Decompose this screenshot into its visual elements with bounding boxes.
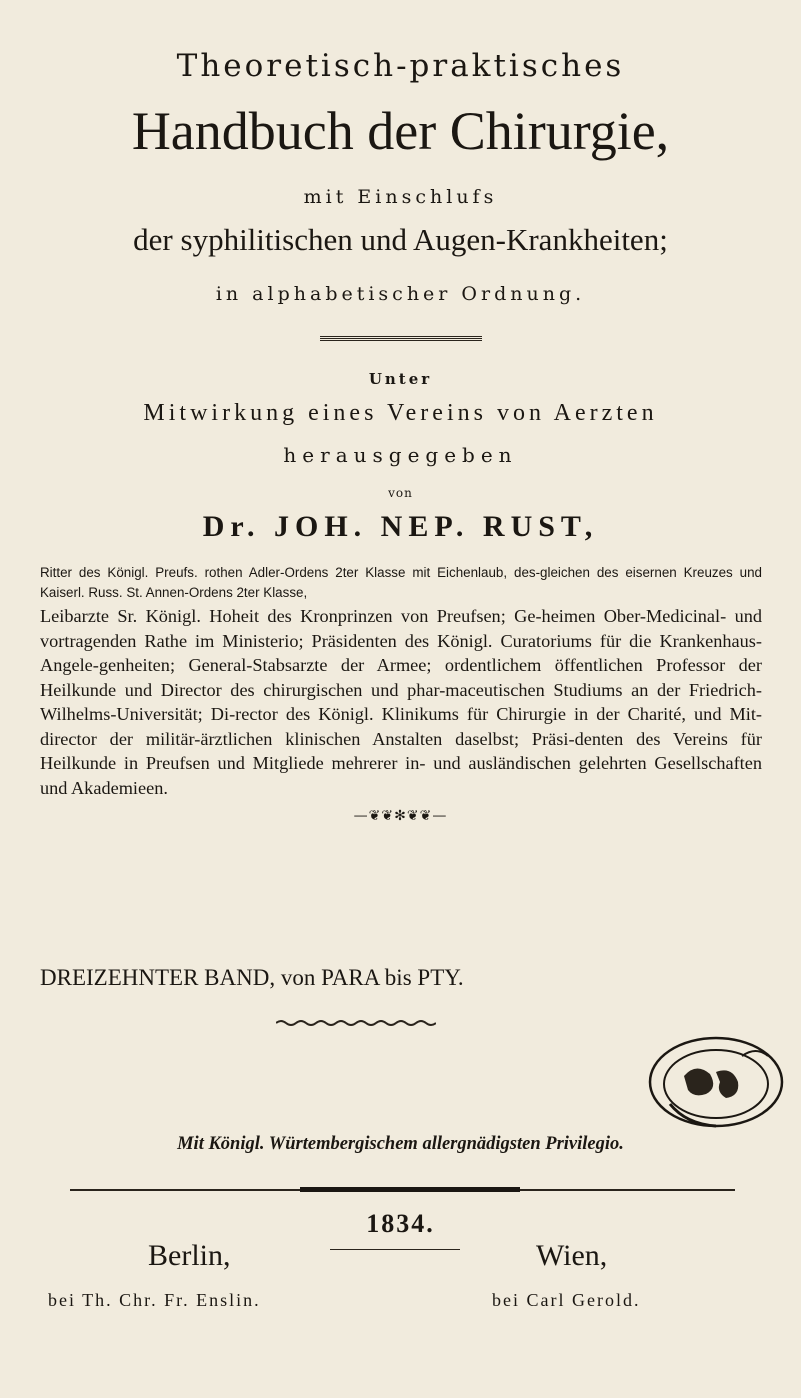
main-title: Handbuch der Chirurgie, (131, 101, 670, 161)
subtitle-ordnung: in alphabetischer Ordnung. (215, 283, 586, 305)
volume-line: DREIZEHNTER BAND, von PARA bis PTY. (40, 965, 464, 990)
title-line-1: Theoretisch-praktisches (176, 48, 625, 84)
herausgegeben-line: herausgegeben (283, 443, 518, 467)
publisher-right: bei Carl Gerold. (492, 1290, 641, 1310)
privilege-line: Mit Königl. Würtembergischem allergnädigsten Privilegio. (177, 1134, 624, 1154)
seal-emblem-icon (646, 1032, 786, 1132)
author-name: Dr. JOH. NEP. RUST, (202, 510, 599, 543)
bottom-rule-thick (300, 1187, 520, 1192)
city-right: Wien, (536, 1239, 608, 1272)
von-label: von (388, 486, 413, 500)
decorative-rule (320, 336, 482, 341)
unter-label: Unter (368, 370, 433, 388)
publication-year: 1834. (366, 1209, 435, 1238)
ornament-divider: —❦❦✻❦❦— (353, 808, 448, 824)
author-titles: Leibarzte Sr. Königl. Hoheit des Kronprinzen von Preufsen; Ge-heimen Ober-Medicinal- und vortragenden Rathe im Ministerio; Präsidenten des Königl. Curatoriums für die Krankenhaus-Angele-genheiten; General-Stabsarzte der Armee; ordentlichem öffentlichen Professor der Heilkunde und Director des chirurgischen und phar-maceutischen Studiums an der Friedrich-Wilhelms-Universität; Di-rector des Königl. Klinikums für Chirurgie in der Charité, und Mit-director der militär-ärztlichen klinischen Anstalten daselbst; Präsi-denten des Vereins für Heilkunde in Preufsen und Mitgliede mehrerer in- und ausländischen gelehrten Gesellschaften und Akademieen. (40, 606, 762, 798)
mitwirkung-line: Mitwirkung eines Vereins von Aerzten (143, 400, 658, 426)
wavy-rule (276, 1019, 436, 1027)
city-left: Berlin, (148, 1239, 231, 1272)
author-orders: Ritter des Königl. Preufs. rothen Adler-Ordens 2ter Klasse mit Eichenlaub, des-gleichen des eisernen Kreuzes und Kaiserl. Russ. St. Annen-Ordens 2ter Klasse, (40, 565, 762, 600)
year-rule (330, 1249, 460, 1250)
subtitle-krankheiten: der syphilitischen und Augen-Krankheiten; (133, 222, 668, 257)
subtitle-mit-einschluss: mit Einschlufs (303, 186, 498, 208)
publisher-left: bei Th. Chr. Fr. Enslin. (48, 1290, 261, 1310)
